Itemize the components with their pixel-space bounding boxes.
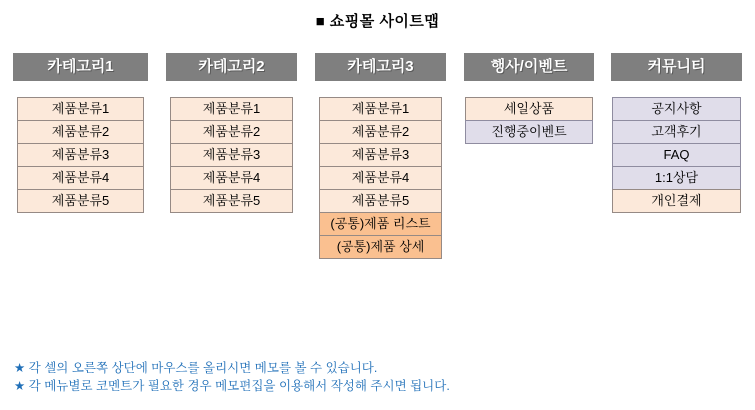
sitemap-cell[interactable] [319, 189, 442, 213]
sitemap-cell-ongoing-events[interactable] [465, 120, 593, 144]
cell-label: 제품분류4 [351, 170, 410, 185]
sitemap-cell-faq[interactable] [612, 143, 741, 167]
cell-label: 진행중이벤트 [491, 124, 567, 139]
note-line-2: ★ 각 메뉴별로 코멘트가 필요한 경우 메모편집을 이용해서 작성해 주시면 됩니다. [14, 379, 450, 393]
sitemap-cell[interactable] [319, 120, 442, 144]
cell-label: (공통)제품 리스트 [330, 216, 431, 231]
cell-label: 개인결제 [651, 193, 702, 208]
cell-label: 제품분류2 [51, 124, 110, 139]
sitemap-cell-sale-items[interactable] [465, 97, 593, 121]
column-category1 [13, 53, 148, 213]
note-line-1: ★ 각 셀의 오른쪽 상단에 마우스를 올리시면 메모를 볼 수 있습니다. [14, 361, 378, 375]
cell-label: 제품분류4 [202, 170, 261, 185]
sitemap-cell-common-product-list[interactable] [319, 212, 442, 236]
sitemap-cell[interactable] [17, 143, 144, 167]
cell-label: FAQ [663, 147, 690, 162]
cell-label: 제품분류1 [202, 101, 261, 116]
sitemap-cell[interactable] [17, 189, 144, 213]
column-header-category3[interactable]: 카테고리3 [315, 53, 446, 81]
cell-label: 제품분류2 [202, 124, 261, 139]
cell-label: 제품분류2 [351, 124, 410, 139]
column-cells [315, 97, 446, 259]
cell-label: 제품분류1 [51, 101, 110, 116]
sitemap-cell[interactable] [170, 189, 293, 213]
cell-label: 제품분류5 [202, 193, 261, 208]
sitemap-cell[interactable] [170, 97, 293, 121]
cell-label: 제품분류4 [51, 170, 110, 185]
sitemap-cell[interactable] [319, 97, 442, 121]
cell-label: 제품분류5 [351, 193, 410, 208]
cell-label: 제품분류3 [351, 147, 410, 162]
cell-label: 제품분류5 [51, 193, 110, 208]
column-category3 [315, 53, 446, 259]
cell-label: 제품분류3 [51, 147, 110, 162]
column-header-category1[interactable]: 카테고리1 [13, 53, 148, 81]
sitemap-cell[interactable] [17, 166, 144, 190]
sitemap-cell[interactable] [170, 143, 293, 167]
sitemap-cell-personal-payment[interactable] [612, 189, 741, 213]
sitemap-cell[interactable] [17, 97, 144, 121]
sitemap-cell[interactable] [170, 120, 293, 144]
column-header-category2[interactable]: 카테고리2 [166, 53, 297, 81]
column-community [611, 53, 742, 213]
sitemap-cell-customer-reviews[interactable] [612, 120, 741, 144]
sitemap-cell-one-to-one-consult[interactable] [612, 166, 741, 190]
column-cells [13, 97, 148, 213]
sitemap-cell-notice[interactable] [612, 97, 741, 121]
column-header-community[interactable]: 커뮤니티 [611, 53, 742, 81]
column-cells [166, 97, 297, 213]
sitemap-cell[interactable] [170, 166, 293, 190]
cell-label: (공통)제품 상세 [336, 239, 425, 254]
column-cells [611, 97, 742, 213]
cell-label: 제품분류3 [202, 147, 261, 162]
page-title: ■ 쇼핑몰 사이트맵 [315, 13, 440, 30]
column-events [464, 53, 594, 144]
cell-label: 공지사항 [651, 101, 702, 116]
sitemap-cell-common-product-detail[interactable] [319, 235, 442, 259]
cell-label: 고객후기 [651, 124, 702, 139]
cell-label: 제품분류1 [351, 101, 410, 116]
sitemap-cell[interactable] [319, 143, 442, 167]
cell-label: 1:1상담 [654, 170, 699, 185]
sitemap-cell[interactable] [319, 166, 442, 190]
column-cells [464, 97, 594, 144]
cell-label: 세일상품 [503, 101, 555, 116]
sitemap-cell[interactable] [17, 120, 144, 144]
column-header-events[interactable]: 행사/이벤트 [464, 53, 594, 81]
column-category2 [166, 53, 297, 213]
